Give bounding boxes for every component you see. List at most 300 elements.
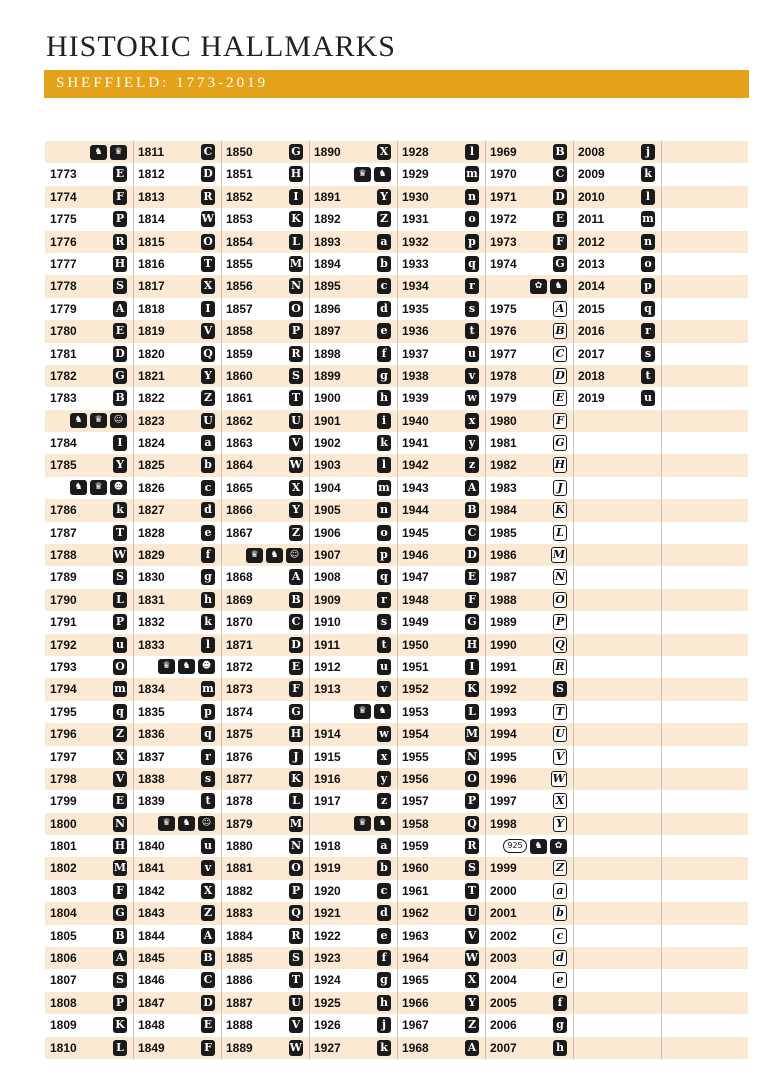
date-letter-mark: I	[289, 189, 303, 205]
hallmark-entry	[133, 880, 221, 902]
hallmark-entry	[309, 1037, 397, 1059]
date-letter-mark: k	[377, 1040, 391, 1056]
date-letter-mark: R	[553, 659, 567, 675]
hallmark-entry	[133, 566, 221, 588]
date-letter-mark: N	[554, 570, 565, 584]
date-letter-mark: t	[201, 793, 215, 809]
date-letter-mark: X	[465, 972, 479, 988]
date-letter-mark: Z	[201, 905, 215, 921]
date-letter-mark: N	[114, 816, 126, 830]
year-label: 1856	[226, 279, 253, 294]
date-letter-mark: o	[641, 256, 655, 272]
year-label: 1833	[138, 637, 165, 652]
date-letter-mark: X	[553, 793, 567, 809]
year-label: 1987	[490, 570, 517, 585]
hallmark-entry	[397, 925, 485, 947]
year-label: 1777	[50, 256, 77, 271]
year-label: 1832	[138, 615, 165, 630]
hallmark-entry	[309, 969, 397, 991]
date-letter-mark: j	[377, 1017, 391, 1033]
date-letter-mark: r	[377, 592, 391, 608]
year-label: 1909	[314, 592, 341, 607]
year-label: 1808	[50, 995, 77, 1010]
hallmark-entry	[397, 544, 485, 566]
year-label: 1926	[314, 1018, 341, 1033]
date-letter-mark: o	[465, 211, 479, 227]
date-letter-mark: Y	[289, 502, 303, 518]
date-letter-mark: E	[553, 211, 567, 227]
year-label: 1876	[226, 749, 253, 764]
hallmark-entry	[397, 477, 485, 499]
hallmark-entry	[221, 208, 309, 230]
date-letter-mark: j	[641, 144, 655, 160]
date-letter-mark: g	[377, 972, 391, 988]
year-label: 1914	[314, 727, 341, 742]
date-letter-mark: o	[377, 525, 391, 541]
year-label: 1859	[226, 346, 253, 361]
year-label: 1825	[138, 458, 165, 473]
year-label: 1990	[490, 637, 517, 652]
hallmark-entry	[45, 298, 133, 320]
date-letter-mark: F	[201, 1040, 215, 1056]
hallmark-entry	[221, 723, 309, 745]
date-letter-mark: M	[465, 727, 478, 741]
hallmark-entry	[397, 678, 485, 700]
date-letter-mark: O	[201, 234, 215, 250]
year-label: 1862	[226, 413, 253, 428]
hallmark-entry	[133, 678, 221, 700]
year-label: 1950	[402, 637, 429, 652]
year-label: 1981	[490, 436, 517, 451]
year-label: 1976	[490, 324, 517, 339]
date-letter-mark: B	[465, 502, 479, 518]
crown-icon: ♛	[354, 816, 371, 831]
hallmark-entry	[485, 141, 573, 163]
date-letter-mark: G	[553, 256, 567, 272]
hallmark-entry	[221, 163, 309, 185]
date-letter-mark: q	[201, 726, 215, 742]
date-letter-mark: P	[289, 323, 303, 339]
year-label: 1842	[138, 883, 165, 898]
date-letter-mark: H	[554, 458, 565, 472]
year-label: 1929	[402, 167, 429, 182]
date-letter-mark: E	[113, 166, 127, 182]
year-label: 1803	[50, 883, 77, 898]
date-letter-mark: z	[377, 793, 391, 809]
date-letter-mark: R	[201, 189, 215, 205]
date-letter-mark: T	[553, 704, 567, 720]
hallmark-entry	[45, 1037, 133, 1059]
hallmark-entry	[397, 902, 485, 924]
lion-passant-icon: ♞	[374, 816, 391, 831]
year-label: 1953	[402, 704, 429, 719]
year-label: 1874	[226, 704, 253, 719]
symbol-row	[309, 163, 397, 185]
year-label: 1818	[138, 301, 165, 316]
hallmark-entry	[221, 701, 309, 723]
year-label: 1992	[490, 682, 517, 697]
date-letter-mark: A	[113, 301, 127, 317]
date-letter-mark: P	[113, 211, 127, 227]
hallmark-entry	[397, 589, 485, 611]
year-label: 1986	[490, 548, 517, 563]
date-letter-mark: C	[465, 525, 479, 541]
hallmark-entry	[397, 969, 485, 991]
date-letter-mark: n	[377, 502, 391, 518]
date-letter-mark: U	[553, 726, 567, 742]
rose-icon: ✿	[550, 839, 567, 854]
hallmark-entry	[485, 410, 573, 432]
hallmark-entry	[485, 790, 573, 812]
year-label: 2012	[578, 234, 605, 249]
year-label: 1880	[226, 839, 253, 854]
hallmark-entry	[485, 813, 573, 835]
year-label: 1900	[314, 391, 341, 406]
year-label: 1775	[50, 212, 77, 227]
year-label: 2008	[578, 145, 605, 159]
date-letter-mark: c	[377, 278, 391, 294]
year-label: 1959	[402, 839, 429, 854]
year-label: 1966	[402, 995, 429, 1010]
hallmark-entry	[133, 499, 221, 521]
year-label: 2014	[578, 279, 605, 294]
date-letter-mark: H	[290, 727, 302, 741]
hallmark-entry	[485, 186, 573, 208]
year-label: 2000	[490, 883, 517, 898]
hallmark-entry	[309, 947, 397, 969]
hallmark-entry	[397, 231, 485, 253]
year-label: 1815	[138, 234, 165, 249]
date-letter-mark: U	[289, 413, 303, 429]
year-label: 1943	[402, 480, 429, 495]
hallmark-entry	[485, 1014, 573, 1036]
date-letter-mark: b	[553, 905, 567, 921]
year-label: 1928	[402, 145, 429, 159]
hallmark-entry	[221, 589, 309, 611]
year-label: 1921	[314, 906, 341, 921]
year-label: 2018	[578, 368, 605, 383]
subtitle-band	[44, 70, 749, 98]
date-letter-mark: E	[113, 323, 127, 339]
date-letter-mark: Q	[289, 905, 303, 921]
year-label: 1854	[226, 234, 253, 249]
year-label: 1820	[138, 346, 165, 361]
symbol-row	[45, 410, 133, 432]
date-letter-mark: S	[113, 569, 127, 585]
year-label: 1912	[314, 659, 341, 674]
date-letter-mark: P	[113, 995, 127, 1011]
hallmark-entry	[45, 499, 133, 521]
date-letter-mark: d	[201, 502, 215, 518]
hallmark-entry	[221, 499, 309, 521]
date-letter-mark: A	[465, 480, 479, 496]
year-label: 1905	[314, 503, 341, 518]
year-label: 1975	[490, 301, 517, 316]
year-label: 1790	[50, 592, 77, 607]
leopard-head-icon: ☺	[110, 413, 127, 428]
date-letter-mark: Q	[553, 637, 567, 653]
date-letter-mark: J	[553, 480, 567, 496]
year-label: 1997	[490, 794, 517, 809]
date-letter-mark: x	[377, 749, 391, 765]
hallmark-entry	[573, 387, 661, 409]
hallmark-entry	[309, 544, 397, 566]
date-letter-mark: g	[553, 1017, 567, 1033]
hallmark-entry	[309, 454, 397, 476]
year-label: 2005	[490, 995, 517, 1010]
year-label: 1800	[50, 816, 77, 831]
year-label: 1984	[490, 503, 517, 518]
year-label: 2015	[578, 301, 605, 316]
hallmark-entry	[309, 656, 397, 678]
year-label: 1910	[314, 615, 341, 630]
date-letter-mark: T	[465, 883, 479, 899]
year-label: 1961	[402, 883, 429, 898]
year-label: 1774	[50, 189, 77, 204]
year-label: 1931	[402, 212, 429, 227]
year-label: 1890	[314, 145, 341, 159]
hallmark-table	[45, 141, 748, 1059]
date-letter-mark: S	[553, 681, 567, 697]
year-label: 1878	[226, 794, 253, 809]
year-label: 1852	[226, 189, 253, 204]
date-letter-mark: V	[289, 1017, 303, 1033]
year-label: 1779	[50, 301, 77, 316]
crown-icon: ♛	[246, 548, 263, 563]
date-letter-mark: G	[553, 435, 567, 451]
date-letter-mark: S	[289, 368, 303, 384]
date-letter-mark: K	[465, 681, 479, 697]
year-label: 1911	[314, 637, 341, 652]
date-letter-mark: M	[552, 548, 565, 562]
lion-passant-icon: ♞	[374, 167, 391, 182]
symbol-row	[45, 477, 133, 499]
hallmark-entry	[485, 343, 573, 365]
year-label: 1881	[226, 861, 253, 876]
date-letter-mark: S	[465, 860, 479, 876]
year-label: 2017	[578, 346, 605, 361]
crown-icon: ♛	[90, 413, 107, 428]
year-label: 1804	[50, 906, 77, 921]
year-label: 1991	[490, 659, 517, 674]
date-letter-mark: S	[113, 278, 127, 294]
year-label: 1780	[50, 324, 77, 339]
date-letter-mark: l	[201, 637, 215, 653]
year-label: 1952	[402, 682, 429, 697]
symbol-group	[90, 144, 127, 160]
date-letter-mark: l	[377, 457, 391, 473]
hallmark-entry	[309, 678, 397, 700]
hallmark-entry	[45, 701, 133, 723]
year-label: 1954	[402, 727, 429, 742]
date-letter-mark: V	[201, 323, 215, 339]
hallmark-entry	[397, 790, 485, 812]
year-label: 1944	[402, 503, 429, 518]
hallmark-entry	[45, 163, 133, 185]
year-label: 1999	[490, 861, 517, 876]
hallmark-entry	[397, 947, 485, 969]
hallmark-entry	[397, 522, 485, 544]
date-letter-mark: L	[113, 592, 127, 608]
year-label: 1948	[402, 592, 429, 607]
year-label: 1964	[402, 951, 429, 966]
year-label: 1886	[226, 973, 253, 988]
hallmark-entry	[133, 231, 221, 253]
date-letter-mark: f	[553, 995, 567, 1011]
year-label: 1884	[226, 928, 253, 943]
year-label: 1904	[314, 480, 341, 495]
date-letter-mark: s	[465, 301, 479, 317]
date-letter-mark: D	[553, 189, 567, 205]
date-letter-mark: D	[201, 166, 215, 182]
date-letter-mark: R	[465, 838, 479, 854]
year-label: 1864	[226, 458, 253, 473]
date-letter-mark: G	[113, 905, 127, 921]
date-letter-mark: t	[641, 368, 655, 384]
hallmark-entry	[221, 522, 309, 544]
date-letter-mark: Z	[377, 211, 391, 227]
hallmark-entry	[45, 634, 133, 656]
date-letter-mark: x	[465, 413, 479, 429]
hallmark-entry	[397, 499, 485, 521]
year-label: 1850	[226, 145, 253, 159]
date-letter-mark: L	[553, 525, 567, 541]
year-label: 1879	[226, 816, 253, 831]
hallmark-entry	[485, 656, 573, 678]
year-label: 2004	[490, 973, 517, 988]
date-letter-mark: M	[289, 256, 302, 270]
date-letter-mark: s	[201, 771, 215, 787]
hallmark-entry	[485, 298, 573, 320]
hallmark-entry	[309, 141, 397, 163]
year-label: 1847	[138, 995, 165, 1010]
lion-passant-icon: ♞	[374, 704, 391, 719]
hallmark-entry	[397, 746, 485, 768]
year-label: 1841	[138, 861, 165, 876]
lion-passant-icon: ♞	[70, 413, 87, 428]
date-letter-mark: F	[289, 681, 303, 697]
year-label: 1795	[50, 704, 77, 719]
date-letter-mark: V	[113, 771, 127, 787]
date-letter-mark: L	[289, 793, 303, 809]
date-letter-mark: h	[377, 995, 391, 1011]
symbol-group	[246, 547, 303, 563]
hallmark-entry	[221, 410, 309, 432]
hallmark-entry	[397, 387, 485, 409]
year-label: 1968	[402, 1040, 429, 1055]
year-label: 1869	[226, 592, 253, 607]
year-label: 1938	[402, 368, 429, 383]
hallmark-entry	[221, 969, 309, 991]
date-letter-mark: E	[289, 659, 303, 675]
hallmark-entry	[309, 343, 397, 365]
year-label: 1805	[50, 928, 77, 943]
date-letter-mark: B	[113, 928, 127, 944]
year-label: 1967	[402, 1018, 429, 1033]
year-label: 1882	[226, 883, 253, 898]
hallmark-entry	[133, 522, 221, 544]
hallmark-entry	[133, 835, 221, 857]
date-letter-mark: w	[465, 390, 479, 406]
date-letter-mark: m	[202, 682, 214, 696]
hallmark-entry	[45, 566, 133, 588]
hallmark-entry	[221, 186, 309, 208]
year-label: 1824	[138, 436, 165, 451]
date-letter-mark: h	[553, 1040, 567, 1056]
date-letter-mark: z	[465, 457, 479, 473]
hallmark-entry	[309, 566, 397, 588]
date-letter-mark: F	[465, 592, 479, 608]
hallmark-entry	[573, 141, 661, 163]
date-letter-mark: P	[113, 614, 127, 630]
year-label: 1995	[490, 749, 517, 764]
hallmark-entry	[309, 387, 397, 409]
hallmark-entry	[397, 1037, 485, 1059]
hallmark-entry	[221, 768, 309, 790]
date-letter-mark: u	[465, 346, 479, 362]
hallmark-entry	[221, 902, 309, 924]
crown-icon: ♛	[354, 167, 371, 182]
year-label: 1783	[50, 391, 77, 406]
hallmark-entry	[485, 163, 573, 185]
hallmark-entry	[485, 1037, 573, 1059]
date-letter-mark: I	[465, 659, 479, 675]
year-label: 1919	[314, 861, 341, 876]
hallmark-entry	[397, 298, 485, 320]
hallmark-entry	[133, 544, 221, 566]
year-label: 1857	[226, 301, 253, 316]
hallmark-entry	[309, 634, 397, 656]
date-letter-mark: e	[377, 928, 391, 944]
date-letter-mark: g	[201, 569, 215, 585]
hallmark-entry	[397, 365, 485, 387]
year-label: 1940	[402, 413, 429, 428]
hallmark-entry	[221, 1014, 309, 1036]
year-label: 1828	[138, 525, 165, 540]
date-letter-mark: v	[377, 681, 391, 697]
year-label: 2002	[490, 928, 517, 943]
date-letter-mark: n	[465, 189, 479, 205]
hallmark-entry	[309, 208, 397, 230]
date-letter-mark: I	[113, 435, 127, 451]
hallmark-entry	[397, 343, 485, 365]
date-letter-mark: q	[113, 704, 127, 720]
hallmark-entry	[309, 522, 397, 544]
year-label: 1924	[314, 973, 341, 988]
symbol-group	[158, 816, 215, 832]
year-label: 1955	[402, 749, 429, 764]
hallmark-entry	[45, 723, 133, 745]
date-letter-mark: O	[289, 860, 303, 876]
hallmark-entry	[573, 343, 661, 365]
date-letter-mark: H	[114, 256, 126, 270]
date-letter-mark: D	[113, 346, 127, 362]
year-label: 2011	[578, 212, 605, 227]
year-label: 1835	[138, 704, 165, 719]
hallmark-entry	[309, 275, 397, 297]
year-label: 1974	[490, 256, 517, 271]
year-label: 1998	[490, 816, 517, 831]
hallmark-entry	[45, 186, 133, 208]
hallmark-entry	[309, 432, 397, 454]
hallmark-entry	[221, 365, 309, 387]
lion-passant-icon: ♞	[70, 480, 87, 495]
year-label: 2003	[490, 951, 517, 966]
date-letter-mark: C	[201, 972, 215, 988]
hallmark-entry	[221, 454, 309, 476]
hallmark-entry	[45, 656, 133, 678]
date-letter-mark: k	[641, 166, 655, 182]
